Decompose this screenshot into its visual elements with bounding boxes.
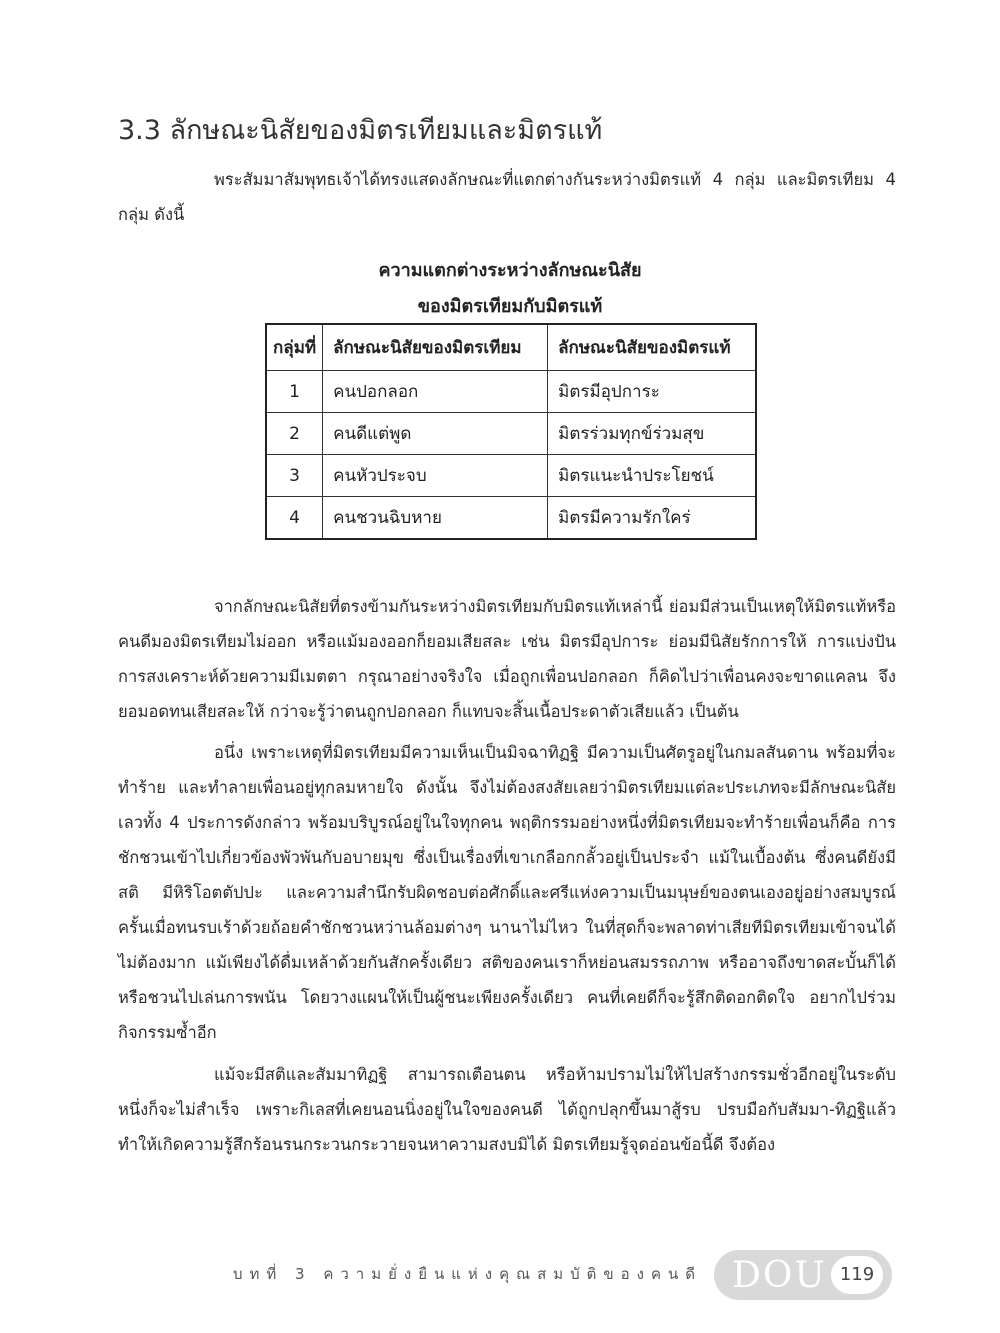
table-row bbox=[266, 371, 756, 413]
header-true-friend: ลักษณะนิสัยของมิตรแท้ bbox=[548, 324, 756, 371]
table-caption-line-2: ของมิตรเทียมกับมิตรแท้ bbox=[417, 296, 603, 317]
table-header-row bbox=[266, 324, 756, 371]
body-paragraph-1: จากลักษณะนิสัยที่ตรงข้ามกันระหว่างมิตรเทียมกับมิตรแท้เหล่านี้ ย่อมมีส่วนเป็นเหตุให้มิตรแท้หรือคนดีมองมิตรเทียมไม่ออก หรือแม้มองออกก็ยอมเสียสละ เช่น มิตรมีอุปการะ ย่อมมีนิสัยรักการให้ การแบ่งปัน การสงเคราะห์ด้วยความมีเมตตา กรุณาอย่างจริงใจ เมื่อถูกเพื่อนปอกลอก ก็คิดไปว่าเพื่อนคงจะขาดแคลน จึงยอมอดทนเสียสละให้ กว่าจะรู้ว่าตนถูกปอกลอก ก็แทบจะสิ้นเนื้อประดาตัวเสียแล้ว เป็นต้น bbox=[118, 597, 896, 721]
body-paragraph-3: แม้จะมีสติและสัมมาทิฏฐิ สามารถเตือนตน หรือห้ามปรามไม่ให้ไปสร้างกรรมชั่วอีกอยู่ในระดับหนึ่งก็จะไม่สำเร็จ เพราะกิเลสที่เคยนอนนิ่งอยู่ในใจของคนดี ได้ถูกปลุกขึ้นมาสู้รบ ปรบมือกับสัมมา-ทิฏฐิแล้ว ทำให้เกิดความรู้สึกร้อนรนกระวนกระวายจนหาความสงบมิได้ มิตรเทียมรู้จุดอ่อนข้อนี้ดี จึงต้อง bbox=[118, 1065, 896, 1154]
comparison-table bbox=[265, 323, 757, 540]
cell-true-friend: มิตรร่วมทุกข์ร่วมสุข bbox=[548, 413, 756, 455]
table-caption-line-1: ความแตกต่างระหว่างลักษณะนิสัย bbox=[378, 260, 642, 281]
dou-logo: DOU bbox=[732, 1255, 827, 1296]
cell-true-friend: มิตรมีอุปการะ bbox=[548, 371, 756, 413]
chapter-running-title: บทที่ 3 ความยั่งยืนแห่งคุณสมบัติของคนดี bbox=[232, 1265, 702, 1283]
table-row bbox=[266, 497, 756, 540]
table-caption bbox=[260, 253, 760, 325]
table-row bbox=[266, 455, 756, 497]
header-false-friend: ลักษณะนิสัยของมิตรเทียม bbox=[323, 324, 548, 371]
page-badge bbox=[714, 1250, 892, 1300]
cell-group-number: 2 bbox=[266, 413, 323, 455]
cell-group-number: 1 bbox=[266, 371, 323, 413]
cell-group-number: 4 bbox=[266, 497, 323, 540]
page-footer bbox=[0, 1238, 1000, 1298]
cell-false-friend: คนปอกลอก bbox=[323, 371, 548, 413]
body-paragraph-2: อนึ่ง เพราะเหตุที่มิตรเทียมมีความเห็นเป็นมิจฉาทิฏฐิ มีความเป็นศัตรูอยู่ในกมลสันดาน พร้อมที่จะทำร้าย และทำลายเพื่อนอยู่ทุกลมหายใจ ดังนั้น จึงไม่ต้องสงสัยเลยว่ามิตรเทียมแต่ละประเภทจะมีลักษณะนิสัยเลวทั้ง 4 ประการดังกล่าว พร้อมบริบูรณ์อยู่ในใจทุกคน พฤติกรรมอย่างหนึ่งที่มิตรเทียมจะทำร้ายเพื่อนก็คือ การชักชวนเข้าไปเกี่ยวข้องพัวพันกับอบายมุข ซึ่งเป็นเรื่องที่เขาเกลือกกลั้วอยู่เป็นประจำ แม้ในเบื้องต้น ซึ่งคนดียังมีสติ มีหิริโอตตัปปะ และความสำนึกรับผิดชอบต่อศักดิ์และศรีแห่งความเป็นมนุษย์ของตนเองอยู่อย่างสมบูรณ์ ครั้นเมื่อทนรบเร้าด้วยถ้อยคำชักชวนหว่านล้อมต่างๆ นานาไม่ไหว ในที่สุดก็จะพลาดท่าเสียทีมิตรเทียมเข้าจนได้ ไม่ต้องมาก แม้เพียงได้ดื่มเหล้าด้วยกันสักครั้งเดียว สติของคนเราก็หย่อนสมรรถภาพ หรืออาจถึงขาดสะบั้นก็ได้ หรือชวนไปเล่นการพนัน โดยวางแผนให้เป็นผู้ชนะเพียงครั้งเดียว คนที่เคยดีก็จะรู้สึกติดอกติดใจ อยากไปร่วมกิจกรรมซ้ำอีก bbox=[118, 743, 896, 1042]
cell-false-friend: คนหัวประจบ bbox=[323, 455, 548, 497]
table-row bbox=[266, 413, 756, 455]
section-title: 3.3 ลักษณะนิสัยของมิตรเทียมและมิตรแท้ bbox=[118, 115, 603, 146]
cell-false-friend: คนดีแต่พูด bbox=[323, 413, 548, 455]
cell-group-number: 3 bbox=[266, 455, 323, 497]
page-number: 119 bbox=[831, 1256, 883, 1294]
cell-true-friend: มิตรมีความรักใคร่ bbox=[548, 497, 756, 540]
cell-false-friend: คนชวนฉิบหาย bbox=[323, 497, 548, 540]
header-group: กลุ่มที่ bbox=[266, 324, 323, 371]
intro-paragraph: พระสัมมาสัมพุทธเจ้าได้ทรงแสดงลักษณะที่แตกต่างกันระหว่างมิตรแท้ 4 กลุ่ม และมิตรเทียม 4 กลุ่ม ดังนี้ bbox=[118, 170, 896, 224]
cell-true-friend: มิตรแนะนำประโยชน์ bbox=[548, 455, 756, 497]
